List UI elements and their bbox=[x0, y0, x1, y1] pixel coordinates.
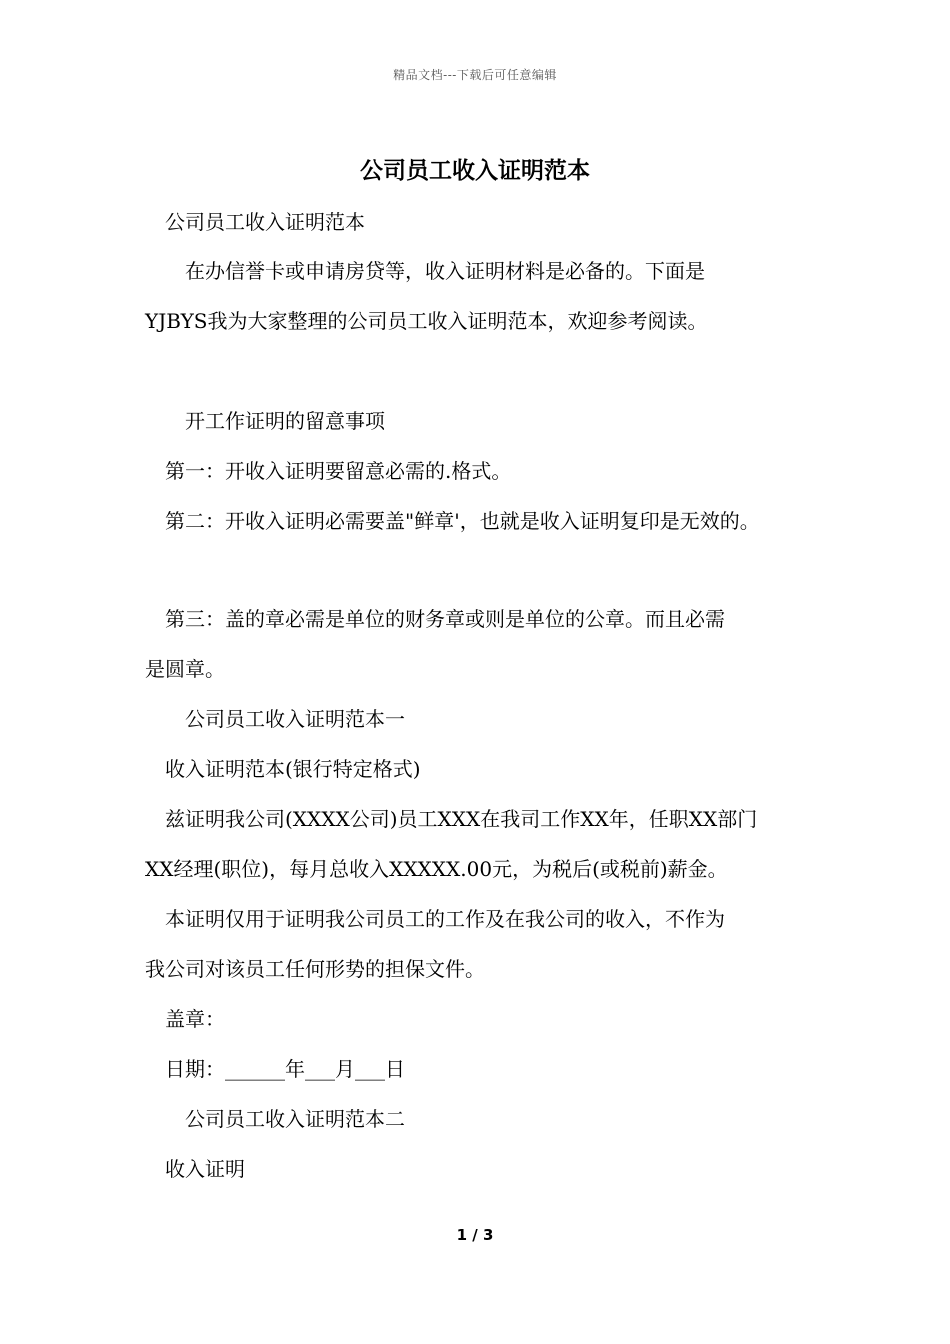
page-header: 精品文档---下载后可任意编辑 bbox=[393, 68, 557, 82]
seal-label: 盖章： bbox=[145, 1007, 225, 1031]
paragraph-line: XX经理(职位)，每月总收入XXXXX.00元，为税后(或税前)薪金。 bbox=[145, 857, 728, 881]
paragraph-line: 收入证明范本(银行特定格式) bbox=[145, 757, 421, 781]
paragraph-line: 在办信誉卡或申请房贷等，收入证明材料是必备的。下面是 bbox=[145, 259, 705, 283]
date-label: 日期：______年___月___日 bbox=[145, 1057, 405, 1081]
document-title: 公司员工收入证明范本 bbox=[360, 157, 590, 184]
section-heading: 公司员工收入证明范本一 bbox=[145, 707, 405, 731]
section-heading: 开工作证明的留意事项 bbox=[145, 409, 385, 433]
paragraph-line: YJBYS我为大家整理的公司员工收入证明范本，欢迎参考阅读。 bbox=[145, 309, 708, 333]
paragraph-line: 收入证明 bbox=[145, 1157, 245, 1181]
paragraph-line: 本证明仅用于证明我公司员工的工作及在我公司的收入，不作为 bbox=[145, 907, 725, 931]
section-heading: 公司员工收入证明范本二 bbox=[145, 1107, 405, 1131]
paragraph-line: 公司员工收入证明范本 bbox=[145, 210, 365, 234]
paragraph-line: 是圆章。 bbox=[145, 657, 225, 681]
paragraph-line: 第一：开收入证明要留意必需的.格式。 bbox=[145, 459, 512, 483]
page-number: 1 / 3 bbox=[456, 1226, 494, 1244]
paragraph-line: 兹证明我公司(XXXX公司)员工XXX在我司工作XX年，任职XX部门 bbox=[145, 807, 758, 831]
paragraph-line: 第二：开收入证明必需要盖"鲜章'，也就是收入证明复印是无效的。 bbox=[145, 509, 760, 533]
paragraph-line: 第三：盖的章必需是单位的财务章或则是单位的公章。而且必需 bbox=[145, 607, 725, 631]
paragraph-line: 我公司对该员工任何形势的担保文件。 bbox=[145, 957, 485, 981]
